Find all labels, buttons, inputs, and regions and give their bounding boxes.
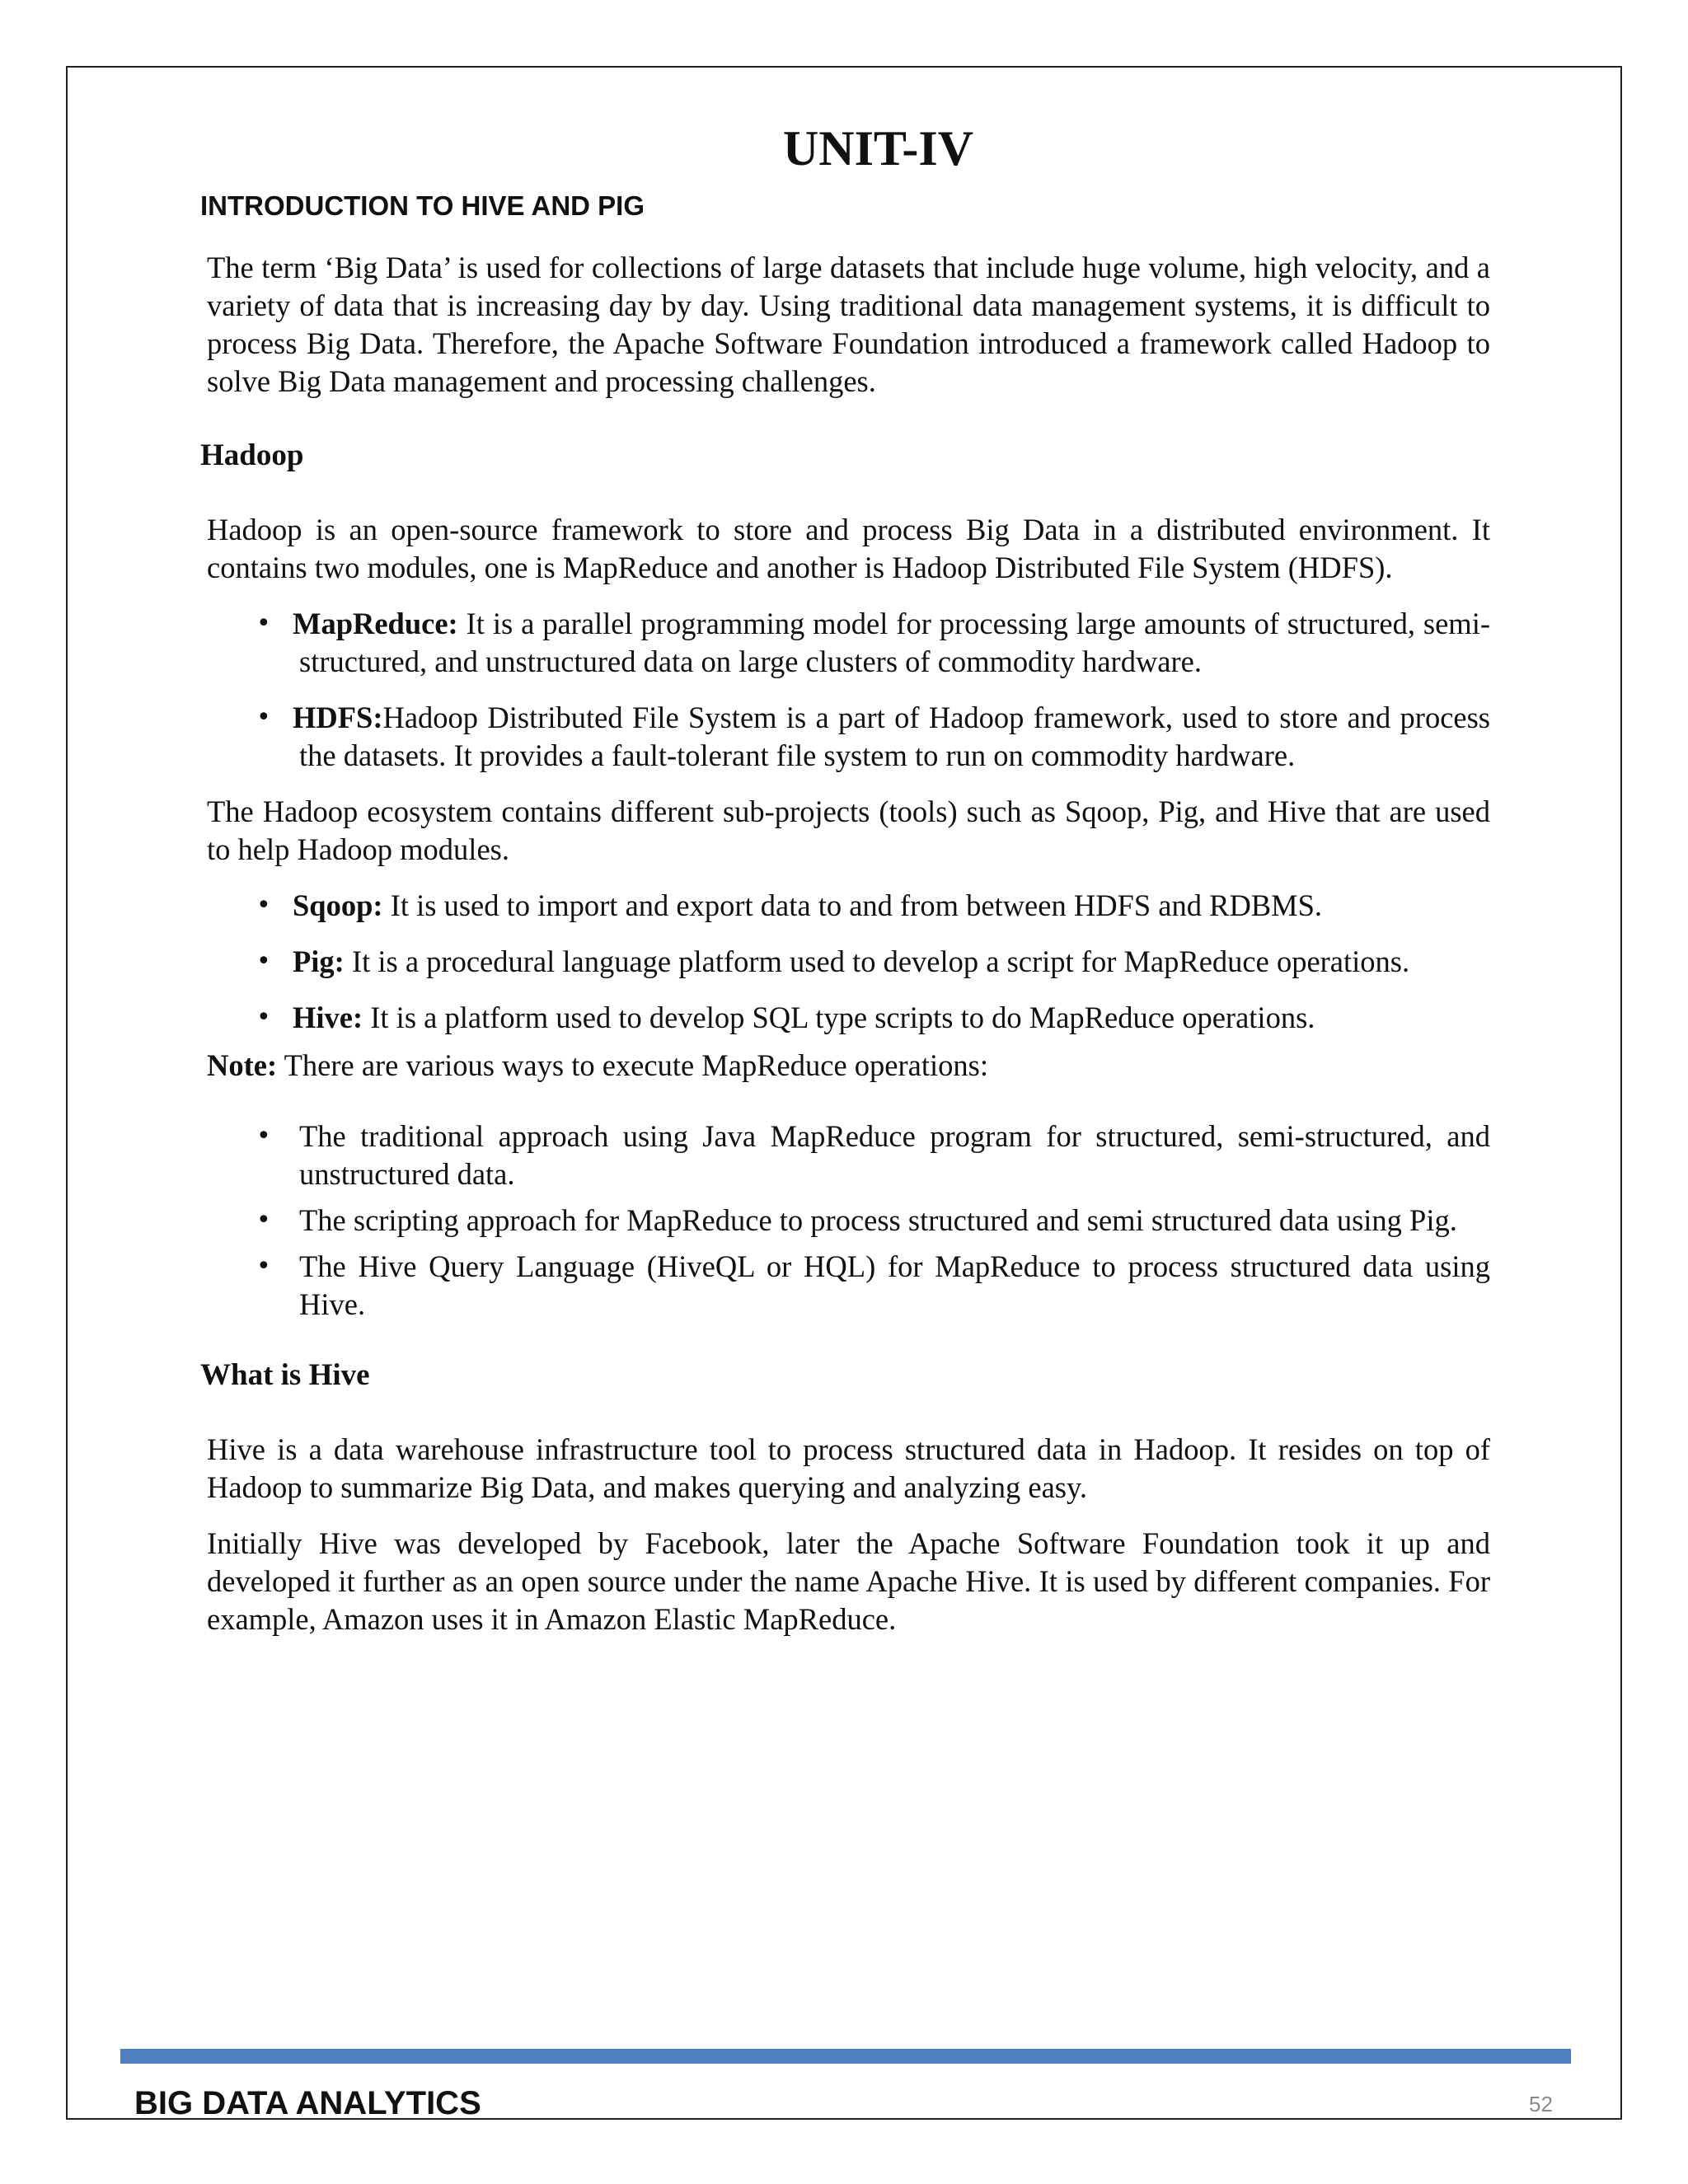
tools-list xyxy=(200,887,1490,1037)
note-paragraph xyxy=(200,1047,1490,1085)
item-text: It is a procedural language platform used to develop a script for MapReduce operations. xyxy=(344,944,1410,978)
bullet-icon: • xyxy=(256,609,271,638)
ways-list xyxy=(200,1118,1490,1324)
list-item xyxy=(200,887,1490,925)
unit-title: UNIT-IV xyxy=(782,121,974,176)
bullet-icon: • xyxy=(256,1206,271,1235)
bullet-icon: • xyxy=(256,891,271,920)
list-item xyxy=(200,1248,1490,1324)
item-text: The traditional approach using Java MapReduce program for structured, semi-structured, and unstructured data. xyxy=(299,1119,1490,1191)
hadoop-heading: Hadoop xyxy=(200,438,304,472)
item-label: Pig: xyxy=(293,944,345,978)
intro-paragraph: The term ‘Big Data’ is used for collections of large datasets that include huge volume, high velocity, and a variety of data that is increasing day by day. Using traditional data management systems, it is difficult to process Big Data. Therefore, the Apache Software Foundation introduced a framework called Hadoop to solve Big Data management and processing challenges. xyxy=(207,251,1490,398)
item-label: Sqoop: xyxy=(293,888,383,922)
bullet-icon: • xyxy=(256,1252,271,1281)
page-number: 52 xyxy=(1529,2092,1553,2116)
item-text: The Hive Query Language (HiveQL or HQL) for MapReduce to process structured data using Hive. xyxy=(299,1249,1490,1321)
ecosystem-paragraph: The Hadoop ecosystem contains different sub-projects (tools) such as Sqoop, Pig, and Hive that are used to help Hadoop modules. xyxy=(207,794,1490,866)
footer-bar xyxy=(120,2049,1571,2064)
item-text: The scripting approach for MapReduce to process structured and semi structured data using Pig. xyxy=(299,1203,1457,1237)
hive-paragraph-1: Hive is a data warehouse infrastructure tool to process structured data in Hadoop. It resides on top of Hadoop to summarize Big Data, and makes querying and analyzing easy. xyxy=(207,1432,1490,1504)
footer-title: BIG DATA ANALYTICS xyxy=(134,2085,481,2121)
list-item xyxy=(200,999,1490,1037)
item-text: It is used to import and export data to and from between HDFS and RDBMS. xyxy=(382,888,1323,922)
item-text: It is a parallel programming model for processing large amounts of structured, semi-structured, and unstructured data on large clusters of commodity hardware. xyxy=(299,607,1490,678)
item-label: Hive: xyxy=(293,1001,363,1034)
list-item xyxy=(200,943,1490,981)
list-item xyxy=(200,699,1490,775)
item-text: It is a platform used to develop SQL type scripts to do MapReduce operations. xyxy=(363,1001,1315,1034)
page-content xyxy=(200,115,1490,1638)
hive-heading: What is Hive xyxy=(200,1358,370,1392)
bullet-icon: • xyxy=(256,947,271,976)
bullet-icon: • xyxy=(256,703,271,732)
item-label: HDFS: xyxy=(293,701,383,734)
note-text: There are various ways to execute MapReduce operations: xyxy=(277,1048,988,1082)
list-item xyxy=(200,1118,1490,1193)
item-label: MapReduce: xyxy=(293,607,458,640)
bullet-icon: • xyxy=(256,1003,271,1032)
list-item xyxy=(200,605,1490,681)
item-text: Hadoop Distributed File System is a part of Hadoop framework, used to store and process the datasets. It provides a fault-tolerant file system to run on commodity hardware. xyxy=(299,701,1490,772)
hadoop-paragraph: Hadoop is an open-source framework to store and process Big Data in a distributed environment. It contains two modules, one is MapReduce and another is Hadoop Distributed File System (HDFS). xyxy=(207,513,1490,584)
note-label: Note: xyxy=(207,1048,278,1082)
hive-paragraph-2: Initially Hive was developed by Facebook, later the Apache Software Foundation took it up and developed it further as an open source under the name Apache Hive. It is used by different companies. For example, Amazon uses it in Amazon Elastic MapReduce. xyxy=(207,1526,1490,1636)
hadoop-modules-list xyxy=(200,605,1490,775)
list-item xyxy=(200,1202,1490,1240)
section-title: INTRODUCTION TO HIVE AND PIG xyxy=(200,190,645,221)
bullet-icon: • xyxy=(256,1122,271,1151)
